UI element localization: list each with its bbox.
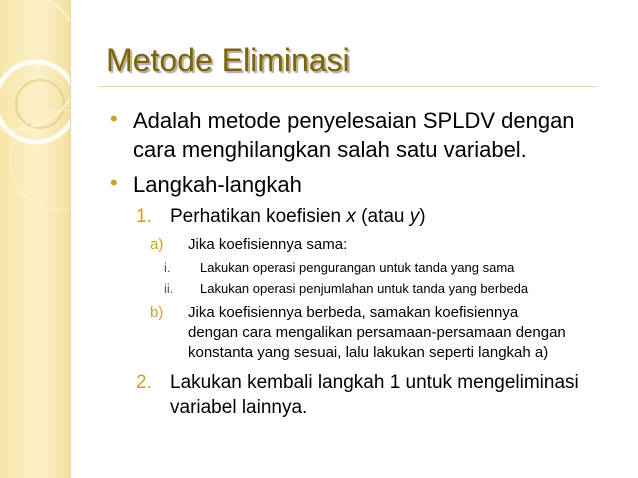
sub-b-line3: konstanta yang sesuai, lalu lakukan seperti langkah a) — [188, 344, 549, 361]
sub-b-marker: b) — [150, 304, 164, 321]
sub-a-marker: a) — [150, 236, 164, 253]
bullet1-line2: cara menghilangkan salah satu variabel. — [133, 137, 527, 162]
sub-a-ii-marker: ii. — [164, 281, 174, 296]
bullet-dot-icon: • — [110, 106, 118, 131]
sub-b-line2: dengan cara mengalikan persamaan-persamaan dengan — [188, 324, 566, 341]
step1-text: Perhatikan koefisien x (atau y) — [170, 206, 426, 227]
sub-b-line1: Jika koefisiennya berbeda, samakan koefisiennya — [188, 304, 519, 321]
bullet-dot-icon: • — [110, 170, 118, 195]
step1-number: 1. — [136, 206, 152, 227]
slide-title: Metode Eliminasi — [106, 42, 350, 78]
sub-a-text: Jika koefisiennya sama: — [188, 236, 348, 253]
step2-line2: variabel lainnya. — [170, 397, 308, 418]
sub-a-ii-text: Lakukan operasi penjumlahan untuk tanda yang berbeda — [200, 281, 529, 296]
sub-a-i-marker: i. — [164, 260, 171, 275]
bullet1-line1: Adalah metode penyelesaian SPLDV dengan — [133, 108, 575, 133]
sub-a-i-text: Lakukan operasi pengurangan untuk tanda yang sama — [200, 260, 515, 275]
bullet2-text: Langkah-langkah — [133, 172, 302, 197]
step2-line1: Lakukan kembali langkah 1 untuk mengeliminasi — [170, 372, 579, 393]
step2-number: 2. — [136, 372, 152, 393]
